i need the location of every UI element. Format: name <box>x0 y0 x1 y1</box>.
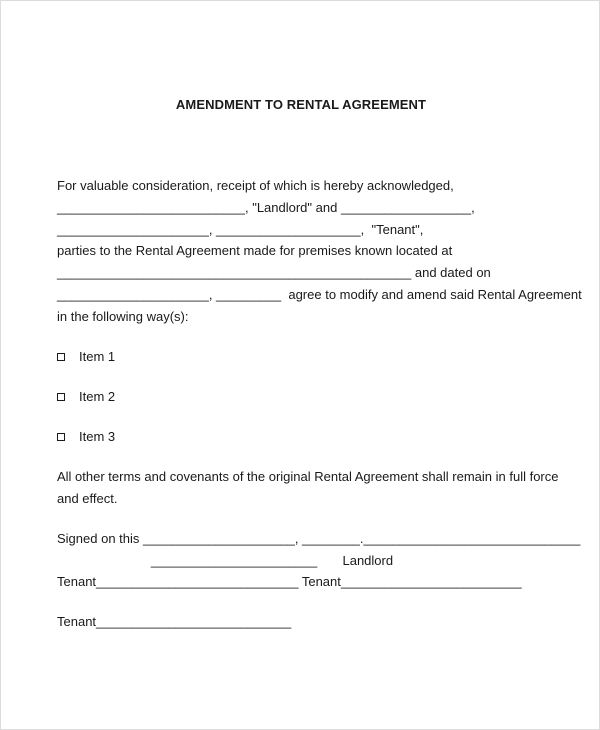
list-item-label: Item 1 <box>79 349 116 364</box>
list-item-label: Item 2 <box>79 389 116 404</box>
tenant-signature-line-2: Tenant___________________________ <box>57 614 292 629</box>
landlord-signature-line: _______________________ Landlord <box>57 553 394 568</box>
list-item-label: Item 3 <box>79 429 116 444</box>
document-title: AMENDMENT TO RENTAL AGREEMENT <box>175 97 427 112</box>
tenant-signature-line-1: Tenant____________________________ Tenant_________________________ <box>57 574 522 589</box>
signed-on-line: Signed on this _____________________, ________.______________________________ <box>57 531 581 546</box>
body-line-5: _________________________________________________ and dated on <box>57 265 491 280</box>
body-line-7: in the following way(s): <box>57 309 189 324</box>
closing-line-2: and effect. <box>57 491 118 506</box>
body-line-3: _____________________, ____________________, "Tenant", <box>57 222 424 237</box>
list-item <box>57 389 115 405</box>
checkbox-icon <box>57 433 65 441</box>
list-item <box>57 429 115 445</box>
body-line-6: _____________________, _________ agree to modify and amend said Rental Agreement <box>57 287 582 302</box>
checkbox-icon <box>57 393 65 401</box>
body-line-2: __________________________, "Landlord" and __________________, <box>57 200 475 215</box>
body-line-1: For valuable consideration, receipt of which is hereby acknowledged, <box>57 178 454 193</box>
list-item <box>57 349 115 365</box>
body-line-4: parties to the Rental Agreement made for premises known located at <box>57 243 453 258</box>
closing-line-1: All other terms and covenants of the original Rental Agreement shall remain in full force <box>57 469 559 484</box>
checkbox-icon <box>57 353 65 361</box>
